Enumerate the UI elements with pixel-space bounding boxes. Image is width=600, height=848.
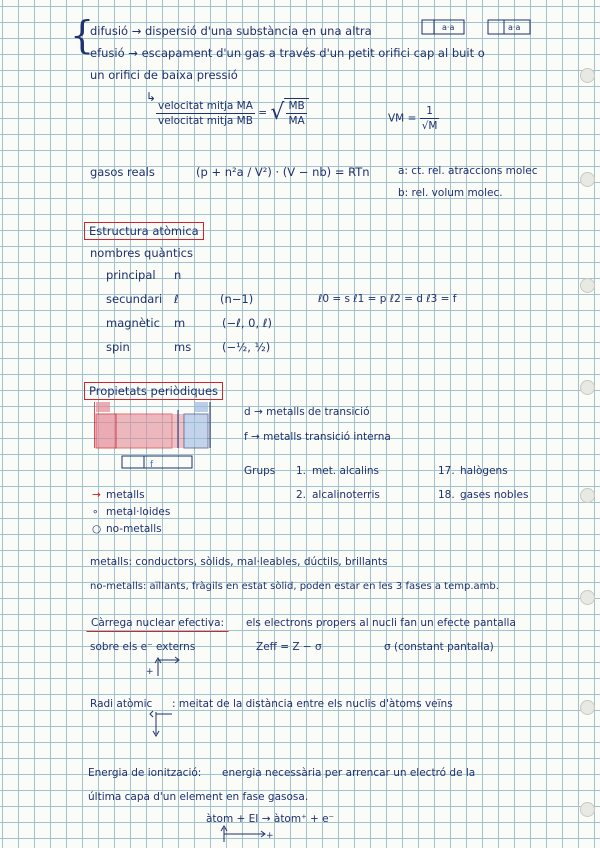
group-number: 18. bbox=[438, 489, 455, 501]
legend-mark: → bbox=[92, 489, 101, 501]
nuclear-charge-title: Càrrega nuclear efectiva: bbox=[86, 614, 229, 632]
ratio-numerator: velocitat mitja MA bbox=[156, 99, 255, 114]
efusio-line-2: un orifici de baixa pressió bbox=[90, 68, 238, 82]
increase-arrows-icon bbox=[144, 652, 184, 678]
ionization-title: Energia de ionització: bbox=[88, 767, 202, 779]
qn-values: (−ℓ, 0, ℓ) bbox=[222, 316, 273, 330]
legend-label: metalls bbox=[106, 489, 145, 501]
vm-numerator: 1 bbox=[420, 104, 440, 119]
periodic-table-sketch bbox=[94, 400, 214, 480]
sigma-note: σ (constant pantalla) bbox=[384, 641, 494, 653]
group-name: met. alcalins bbox=[312, 465, 379, 477]
atomic-radius-text: : meitat de la distància entre els nuclis d'àtoms veïns bbox=[172, 698, 453, 710]
nuclear-charge-text-2: sobre els e⁻ externs bbox=[90, 641, 196, 653]
curly-brace: { bbox=[70, 13, 95, 57]
binder-hole bbox=[580, 68, 595, 83]
svg-text:a·a: a·a bbox=[442, 23, 455, 32]
svg-text:+: + bbox=[266, 831, 274, 841]
qn-values: (−½, ½) bbox=[222, 340, 271, 354]
efusio-line-1: efusió → escapament d'un gas a través d'un petit orifici cap al buit o bbox=[90, 46, 485, 60]
diffusion-sketch-icon bbox=[420, 18, 535, 38]
svg-text:a·a: a·a bbox=[508, 23, 521, 32]
atomic-radius-title: Radi atòmic bbox=[90, 698, 153, 710]
ratio-rhs-numerator: MB bbox=[288, 100, 305, 112]
ionization-trend-arrows-icon bbox=[216, 824, 276, 844]
van-der-waals-equation: (p + n²a / V²) · (V − nb) = RTn bbox=[196, 165, 370, 179]
ionization-text-2: última capa d'un element en fase gasosa. bbox=[88, 791, 309, 803]
quantum-numbers-subheading: nombres quàntics bbox=[90, 246, 193, 260]
radius-arrows-icon bbox=[148, 708, 178, 738]
ratio-denominator: velocitat mitja MB bbox=[158, 114, 253, 127]
qn-name: spin bbox=[106, 340, 130, 354]
binder-hole bbox=[580, 172, 595, 187]
binder-hole bbox=[580, 380, 595, 395]
d-block-line: d → metalls de transició bbox=[244, 406, 370, 418]
qn-symbol: ms bbox=[174, 340, 192, 354]
legend-label: no-metalls bbox=[106, 523, 162, 535]
qn-name: principal bbox=[106, 268, 156, 282]
group-number: 1. bbox=[296, 465, 307, 477]
group-name: gases nobles bbox=[460, 489, 529, 501]
svg-text:f: f bbox=[150, 460, 154, 470]
zeff-formula: Zeff = Z − σ bbox=[256, 641, 322, 653]
qn-symbol: ℓ bbox=[174, 292, 179, 306]
nometalls-line: no-metalls: aïllants, fràgils en estat sòlid, poden estar en les 3 fases a temp.amb. bbox=[90, 581, 499, 592]
vm-formula bbox=[388, 104, 439, 133]
qn-name: secundari bbox=[106, 292, 163, 306]
vm-label: VM = bbox=[388, 112, 417, 125]
metalls-line: metalls: conductors, sòlids, mal·leables, dúctils, brillants bbox=[90, 556, 388, 568]
legend-mark: ∘ bbox=[92, 506, 99, 518]
legend-label: metal·loides bbox=[106, 506, 171, 518]
real-gases-label: gasos reals bbox=[90, 165, 155, 179]
qn-symbol: m bbox=[174, 316, 186, 330]
binder-hole bbox=[580, 802, 595, 817]
l-subshell-values: ℓ0 = s ℓ1 = p ℓ2 = d ℓ3 = f bbox=[318, 293, 457, 305]
atomic-structure-heading: Estructura atòmica bbox=[84, 222, 204, 240]
binder-hole bbox=[580, 488, 595, 503]
qn-name: magnètic bbox=[106, 316, 160, 330]
periodic-heading: Propietats periòdiques bbox=[84, 382, 223, 400]
qn-symbol: n bbox=[174, 268, 182, 282]
vm-denominator: √M bbox=[421, 120, 438, 132]
note-b: b: rel. volum molec. bbox=[398, 187, 503, 199]
qn-values: (n−1) bbox=[220, 292, 254, 306]
nuclear-charge-text-1: els electrons propers al nucli fan un efecte pantalla bbox=[246, 617, 516, 629]
binder-hole bbox=[580, 278, 595, 293]
group-number: 17. bbox=[438, 465, 455, 477]
ionization-equation: àtom + EI → àtom⁺ + e⁻ bbox=[206, 813, 335, 825]
binder-hole bbox=[580, 590, 595, 605]
ionization-text-1: energia necessària per arrencar un electró de la bbox=[222, 767, 476, 779]
group-name: alcalinoterris bbox=[312, 489, 380, 501]
binder-hole bbox=[580, 700, 595, 715]
ratio-rhs-denominator: MA bbox=[288, 115, 305, 127]
group-name: halògens bbox=[460, 465, 508, 477]
difusio-line: difusió → dispersió d'una substància en una altra bbox=[90, 24, 372, 38]
group-number: 2. bbox=[296, 489, 307, 501]
note-a: a: ct. rel. atraccions molec bbox=[398, 165, 538, 177]
svg-text:+: + bbox=[146, 667, 154, 677]
graham-law: $\frac{\text{velocitat mitja MA}}{\text{velocitat mitja MB}}$ = √ $\frac{MB}{MA}$ bbox=[156, 98, 309, 128]
curved-arrow-icon: ↳ bbox=[146, 90, 157, 104]
legend-mark: ○ bbox=[92, 523, 102, 535]
groups-label: Grups bbox=[244, 465, 276, 477]
f-block-line: f → metalls transició interna bbox=[244, 431, 391, 443]
